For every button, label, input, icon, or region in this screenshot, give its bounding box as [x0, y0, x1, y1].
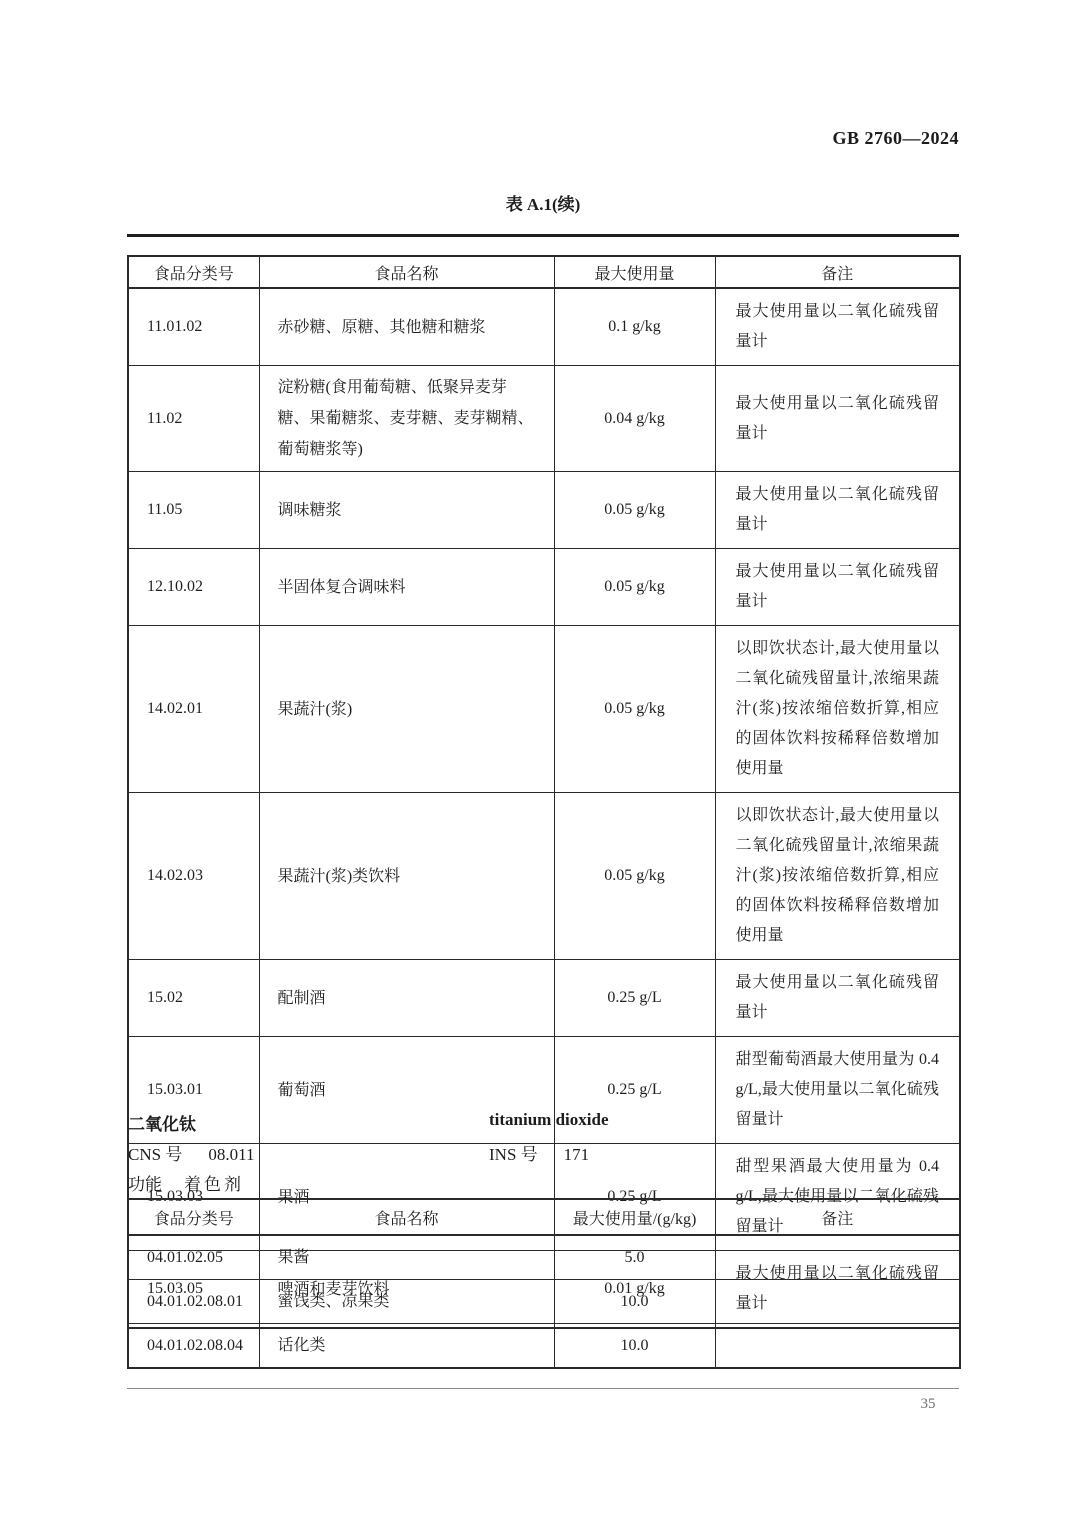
cell-remark: 甜型果酒最大使用量为 0.4 g/L,最大使用量以二氧化硫残留量计 — [715, 1144, 960, 1251]
table-row — [128, 1235, 960, 1280]
cell-max-usage: 0.04 g/kg — [554, 366, 715, 472]
table-row — [128, 288, 960, 366]
cell-remark — [715, 1280, 960, 1324]
cell-food-category: 11.01.02 — [128, 288, 259, 366]
cell-remark: 最大使用量以二氧化硫残留量计 — [715, 549, 960, 626]
cell-food-category: 11.05 — [128, 472, 259, 549]
cell-max-usage: 0.25 g/L — [554, 960, 715, 1037]
table-caption: 表 A.1(续) — [505, 195, 581, 214]
cell-food-name: 果蔬汁(浆)类饮料 — [259, 793, 554, 960]
cell-max-usage: 10.0 — [554, 1324, 715, 1369]
ins-value: 171 — [563, 1145, 590, 1164]
table-titanium-dioxide — [127, 1198, 961, 1369]
cell-remark: 以即饮状态计,最大使用量以二氧化硫残留量计,浓缩果蔬汁(浆)按浓缩倍数折算,相应的固体饮料按稀释倍数增加使用量 — [715, 793, 960, 960]
ins-line — [489, 1140, 589, 1165]
ins-label: INS 号 — [489, 1145, 538, 1164]
cell-max-usage: 0.05 g/kg — [554, 626, 715, 793]
additive-section — [128, 1110, 960, 1200]
cell-food-name: 果蔬汁(浆) — [259, 626, 554, 793]
cns-value: 08.011 — [208, 1145, 255, 1164]
cell-food-name: 配制酒 — [259, 960, 554, 1037]
additive-function-row — [128, 1170, 960, 1200]
cell-food-category: 15.03.03 — [128, 1144, 259, 1251]
top-rule — [127, 234, 959, 237]
cell-food-category: 15.03.01 — [128, 1037, 259, 1144]
cell-max-usage: 0.25 g/L — [554, 1037, 715, 1144]
column-header-food-category: 食品分类号 — [128, 256, 259, 288]
table-row — [128, 1324, 960, 1369]
cell-remark — [715, 1324, 960, 1369]
additive-name-en: titanium dioxide — [489, 1110, 609, 1129]
cns-line — [128, 1140, 254, 1165]
cell-max-usage: 0.05 g/kg — [554, 472, 715, 549]
function-label: 功能 — [128, 1175, 162, 1194]
column-header-food-name: 食品名称 — [259, 256, 554, 288]
cell-remark: 最大使用量以二氧化硫残留量计 — [715, 366, 960, 472]
cell-remark: 以即饮状态计,最大使用量以二氧化硫残留量计,浓缩果蔬汁(浆)按浓缩倍数折算,相应的固体饮料按稀释倍数增加使用量 — [715, 626, 960, 793]
column-header-food-category: 食品分类号 — [128, 1199, 259, 1235]
cell-max-usage: 5.0 — [554, 1235, 715, 1280]
cell-food-name: 蜜饯类、凉果类 — [259, 1280, 554, 1324]
cell-max-usage: 0.1 g/kg — [554, 288, 715, 366]
cell-food-name: 果酱 — [259, 1235, 554, 1280]
cell-remark: 最大使用量以二氧化硫残留量计 — [715, 288, 960, 366]
cell-food-category: 15.03.05 — [128, 1251, 259, 1329]
column-header-max-usage: 最大使用量/(g/kg) — [554, 1199, 715, 1235]
additive-name-row — [128, 1110, 960, 1140]
cell-remark — [715, 1235, 960, 1280]
table-row — [128, 960, 960, 1037]
cell-remark: 甜型葡萄酒最大使用量为 0.4 g/L,最大使用量以二氧化硫残留量计 — [715, 1037, 960, 1144]
column-header-max-usage: 最大使用量 — [554, 256, 715, 288]
cell-food-category: 14.02.01 — [128, 626, 259, 793]
cell-remark: 最大使用量以二氧化硫残留量计 — [715, 960, 960, 1037]
cns-label: CNS 号 — [128, 1145, 183, 1164]
cell-max-usage: 0.01 g/kg — [554, 1251, 715, 1329]
cell-food-category: 04.01.02.08.01 — [128, 1280, 259, 1324]
cell-food-category: 11.02 — [128, 366, 259, 472]
cell-food-category: 14.02.03 — [128, 793, 259, 960]
page-number: 35 — [920, 1396, 936, 1412]
cell-food-name: 话化类 — [259, 1324, 554, 1369]
cell-max-usage: 0.05 g/kg — [554, 549, 715, 626]
cell-food-name: 赤砂糖、原糖、其他糖和糖浆 — [259, 288, 554, 366]
function-value: 着色剂 — [184, 1175, 244, 1194]
table-row — [128, 366, 960, 472]
cell-max-usage: 0.05 g/kg — [554, 793, 715, 960]
cell-max-usage: 0.25 g/L — [554, 1144, 715, 1251]
additive-ids-row — [128, 1140, 960, 1170]
column-header-food-name: 食品名称 — [259, 1199, 554, 1235]
footer-rule — [127, 1388, 959, 1389]
cell-remark: 最大使用量以二氧化硫残留量计 — [715, 1251, 960, 1329]
cell-food-name: 啤酒和麦芽饮料 — [259, 1251, 554, 1329]
additive-name-zh: 二氧化钛 — [128, 1115, 196, 1134]
table-row — [128, 549, 960, 626]
column-header-remark: 备注 — [715, 1199, 960, 1235]
cell-food-name: 半固体复合调味料 — [259, 549, 554, 626]
cell-food-category: 15.02 — [128, 960, 259, 1037]
table-row — [128, 472, 960, 549]
cell-food-name: 果酒 — [259, 1144, 554, 1251]
cell-food-category: 12.10.02 — [128, 549, 259, 626]
table-row — [128, 626, 960, 793]
cell-food-category: 04.01.02.05 — [128, 1235, 259, 1280]
table-header-row — [128, 1199, 960, 1235]
function-line — [128, 1170, 244, 1195]
cell-max-usage: 10.0 — [554, 1280, 715, 1324]
cell-food-name: 葡萄酒 — [259, 1037, 554, 1144]
cell-food-name: 调味糖浆 — [259, 472, 554, 549]
cell-food-name: 淀粉糖(食用葡萄糖、低聚异麦芽糖、果葡糖浆、麦芽糖、麦芽糊精、葡萄糖浆等) — [259, 366, 554, 472]
doc-number: GB 2760—2024 — [832, 128, 959, 148]
column-header-remark: 备注 — [715, 256, 960, 288]
cell-food-category: 04.01.02.08.04 — [128, 1324, 259, 1369]
table-header-row — [128, 256, 960, 288]
table-row — [128, 1280, 960, 1324]
table-row — [128, 793, 960, 960]
cell-remark: 最大使用量以二氧化硫残留量计 — [715, 472, 960, 549]
